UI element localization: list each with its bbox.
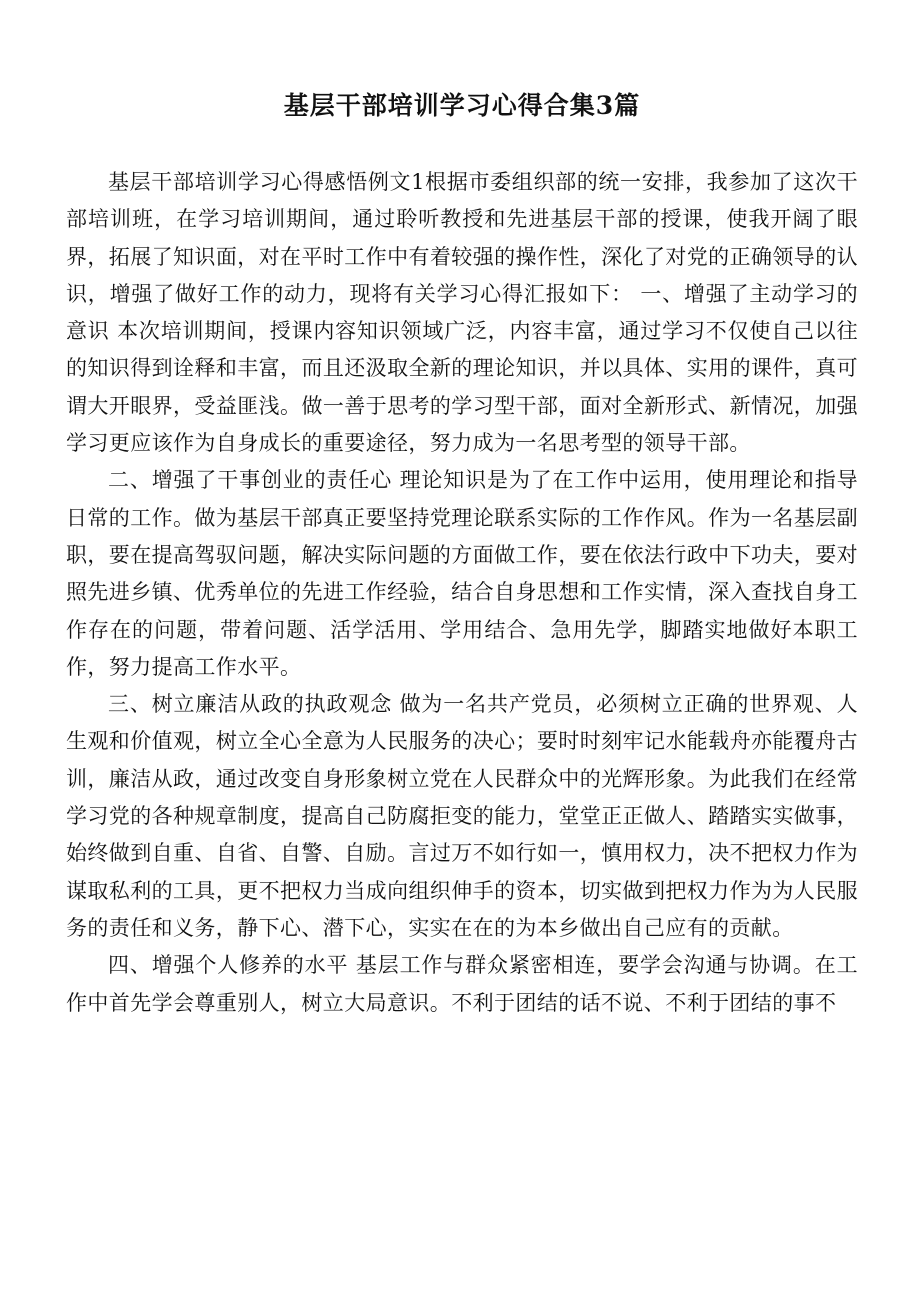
paragraph-2: 二、增强了干事创业的责任心 理论知识是为了在工作中运用，使用理论和指导日常的工作。做为基层干部真正要坚持党理论联系实际的工作作风。作为一名基层副职，要在提高驾驭问题，解决实际问题的方面做工作，要在依法行政中下功夫，要对照先进乡镇、优秀单位的先进工作经验，结合自身思想和工作实情，深入查找自身工作存在的问题，带着问题、活学活用、学用结合、急用先学，脚踏实地做好本职工作，努力提高工作水平。 [66, 468, 858, 679]
document-body [66, 164, 858, 1022]
paragraph-1: 基层干部培训学习心得感悟例文1根据市委组织部的统一安排，我参加了这次干部培训班，在学习培训期间，通过聆听教授和先进基层干部的授课，使我开阔了眼界，拓展了知识面，对在平时工作中有着较强的操作性，深化了对党的正确领导的认识，增强了做好工作的动力，现将有关学习心得汇报如下： 一、增强了主动学习的意识 本次培训期间，授课内容知识领域广泛，内容丰富，通过学习不仅使自己以往的知识得到诠释和丰富，而且还汲取全新的理论知识，并以具体、实用的课件，真可谓大开眼界，受益匪浅。做一善于思考的学习型干部，面对全新形式、新情况，加强学习更应该作为自身成长的重要途径，努力成为一名思考型的领导干部。 [66, 170, 858, 456]
paragraph-4: 四、增强个人修养的水平 基层工作与群众紧密相连，要学会沟通与协调。在工作中首先学会尊重别人，树立大局意识。不利于团结的话不说、不利于团结的事不 [66, 953, 858, 1015]
paragraph-3: 三、树立廉洁从政的执政观念 做为一名共产党员，必须树立正确的世界观、人生观和价值观，树立全心全意为人民服务的决心；要时时刻牢记水能载舟亦能覆舟古训，廉洁从政，通过改变自身形象树立党在人民群众中的光辉形象。为此我们在经常学习党的各种规章制度，提高自己防腐拒变的能力，堂堂正正做人、踏踏实实做事，始终做到自重、自省、自警、自励。言过万不如行如一，慎用权力，决不把权力作为谋取私利的工具，更不把权力当成向组织伸手的资本，切实做到把权力作为为人民服务的责任和义务，静下心、潜下心，实实在在的为本乡做出自己应有的贡献。 [66, 692, 858, 940]
document-title: 基层干部培训学习心得合集3篇 [283, 91, 641, 120]
